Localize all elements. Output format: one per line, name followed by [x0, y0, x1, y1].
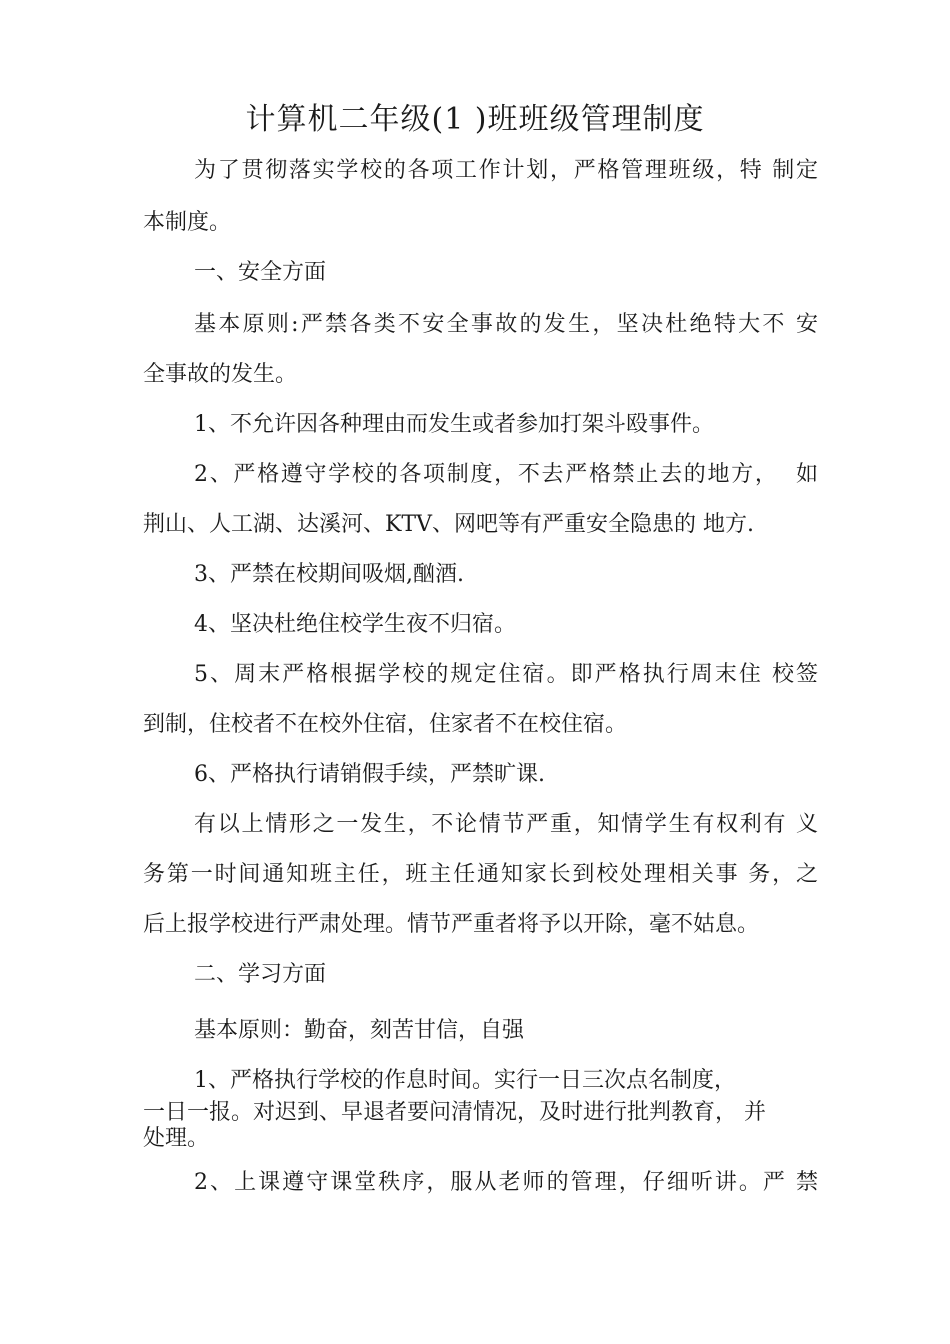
list-item: 3、严禁在校期间吸烟,酗酒.	[194, 562, 464, 587]
paragraph-line: 有以上情形之一发生，不论情节严重，知情学生有权利有 义	[194, 812, 818, 837]
paragraph-line: 荆山、人工湖、达溪河、KTV、网吧等有严重安全隐患的 地方.	[143, 512, 754, 537]
section-heading: 二、学习方面	[194, 962, 327, 987]
list-item: 2、严格遵守学校的各项制度，不去严格禁止去的地方， 如	[194, 462, 818, 487]
paragraph-line: 基本原则：勤奋，刻苦甘信，自强	[194, 1018, 525, 1043]
list-item: 1、严格执行学校的作息时间。实行一日三次点名制度，	[194, 1068, 736, 1093]
list-item: 2、上课遵守课堂秩序，服从老师的管理，仔细听讲。严 禁	[194, 1170, 818, 1195]
paragraph-line: 到制，住校者不在校外住宿，住家者不在校住宿。	[143, 712, 628, 737]
paragraph-line: 基本原则:严禁各类不安全事故的发生，坚决杜绝特大不 安	[194, 312, 818, 337]
paragraph-line: 全事故的发生。	[143, 362, 298, 387]
paragraph-line: 处理。	[143, 1126, 210, 1151]
list-item: 6、严格执行请销假手续，严禁旷课.	[194, 762, 545, 787]
paragraph-line: 务第一时间通知班主任，班主任通知家长到校处理相关事 务，之	[143, 862, 818, 887]
paragraph-line: 为了贯彻落实学校的各项工作计划，严格管理班级，特 制定	[194, 158, 818, 183]
list-item: 5、周末严格根据学校的规定住宿。即严格执行周末住 校签	[194, 662, 818, 687]
section-heading: 一、安全方面	[194, 260, 327, 285]
paragraph-line: 后上报学校进行严肃处理。情节严重者将予以开除，毫不姑息。	[143, 912, 760, 937]
list-item: 1、不允许因各种理由而发生或者参加打架斗殴事件。	[194, 412, 714, 437]
list-item: 4、坚决杜绝住校学生夜不归宿。	[194, 612, 516, 637]
document-title: 计算机二年级(1 )班班级管理制度	[245, 102, 705, 137]
paragraph-line: 本制度。	[143, 210, 232, 235]
paragraph-line: 一日一报。对迟到、早退者要问清情况，及时进行批判教育， 并	[143, 1100, 766, 1125]
